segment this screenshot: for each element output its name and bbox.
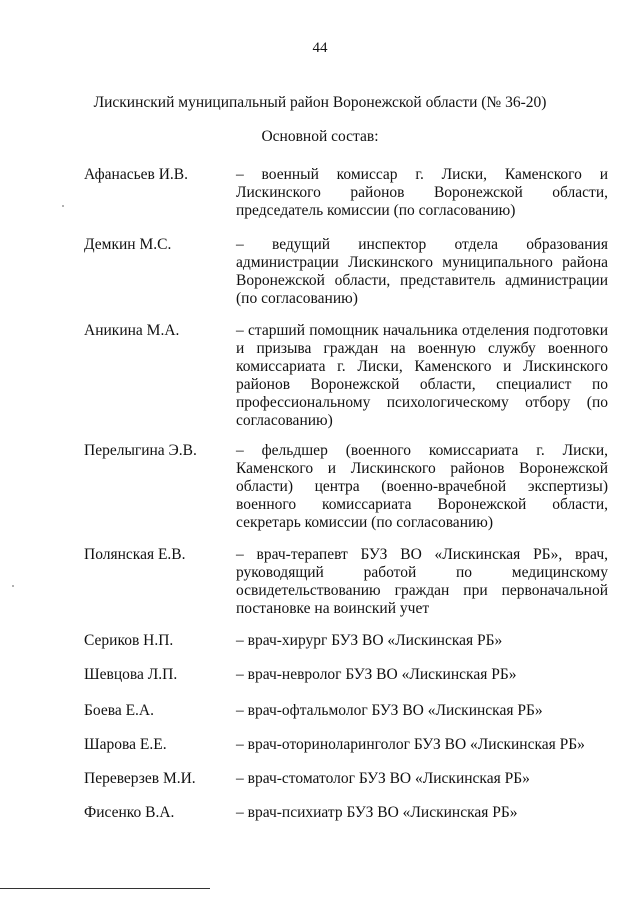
member-name: Шарова Е.Е. xyxy=(84,736,167,753)
member-role: – врач-хирург БУЗ ВО «Лискинская РБ» xyxy=(236,632,503,649)
member-row xyxy=(84,166,608,220)
member-row xyxy=(84,322,608,430)
member-row xyxy=(84,702,608,720)
member-role: – военный комиссар г. Лиски, Каменского и Лискинского районов Воронежской области, председатель комиссии (по согласованию) xyxy=(236,166,608,219)
member-row xyxy=(84,236,608,308)
scan-speck xyxy=(62,205,64,207)
member-row xyxy=(84,442,608,532)
member-name: Полянская Е.В. xyxy=(84,546,186,563)
member-row xyxy=(84,632,608,650)
member-row xyxy=(84,770,608,788)
member-name: Аникина М.А. xyxy=(84,322,180,339)
member-name: Шевцова Л.П. xyxy=(84,666,178,683)
member-role: – врач-стоматолог БУЗ ВО «Лискинская РБ» xyxy=(236,770,530,787)
member-role: – фельдшер (военного комиссариата г. Лиски, Каменского и Лискинского районов Воронежской области) центра (военно-врачебной экспертизы) военного комиссариата Воронежской области, секретарь комиссии (по согласованию) xyxy=(236,442,608,531)
member-name: Сериков Н.П. xyxy=(84,632,174,649)
page-number: 44 xyxy=(312,40,328,56)
document-subtitle: Основной состав: xyxy=(261,128,379,145)
member-row xyxy=(84,666,608,684)
member-row xyxy=(84,804,608,822)
member-name: Афанасьев И.В. xyxy=(84,166,189,183)
member-role: – старший помощник начальника отделения подготовки и призыва граждан на военную службу военного комиссариата г. Лиски, Каменского и Лискинского районов Воронежской области, специалист по профессиональному психологическому отбору (по согласованию) xyxy=(236,322,608,429)
member-name: Фисенко В.А. xyxy=(84,804,175,821)
member-name: Боева Е.А. xyxy=(84,702,154,719)
member-row xyxy=(84,546,608,618)
member-name: Перелыгина Э.В. xyxy=(84,442,197,459)
member-role: – врач-невролог БУЗ ВО «Лискинская РБ» xyxy=(236,666,517,683)
member-role: – врач-психиатр БУЗ ВО «Лискинская РБ» xyxy=(236,804,518,821)
member-name: Демкин М.С. xyxy=(84,236,172,253)
footnote-rule xyxy=(0,888,210,889)
member-role: – врач-оториноларинголог БУЗ ВО «Лискинская РБ» xyxy=(236,736,585,753)
member-role: – врач-терапевт БУЗ ВО «Лискинская РБ», врач, руководящий работой по медицинскому освидетельствованию граждан при первоначальной постановке на воинский учет xyxy=(236,546,608,617)
document-title: Лискинский муниципальный район Воронежской области (№ 36-20) xyxy=(93,94,547,111)
member-name: Переверзев М.И. xyxy=(84,770,196,787)
member-role: – врач-офтальмолог БУЗ ВО «Лискинская РБ» xyxy=(236,702,543,719)
scan-speck xyxy=(12,585,14,587)
member-role: – ведущий инспектор отдела образования администрации Лискинского муниципального района Воронежской области, представитель администрации (по согласованию) xyxy=(236,236,608,307)
member-row xyxy=(84,736,608,754)
